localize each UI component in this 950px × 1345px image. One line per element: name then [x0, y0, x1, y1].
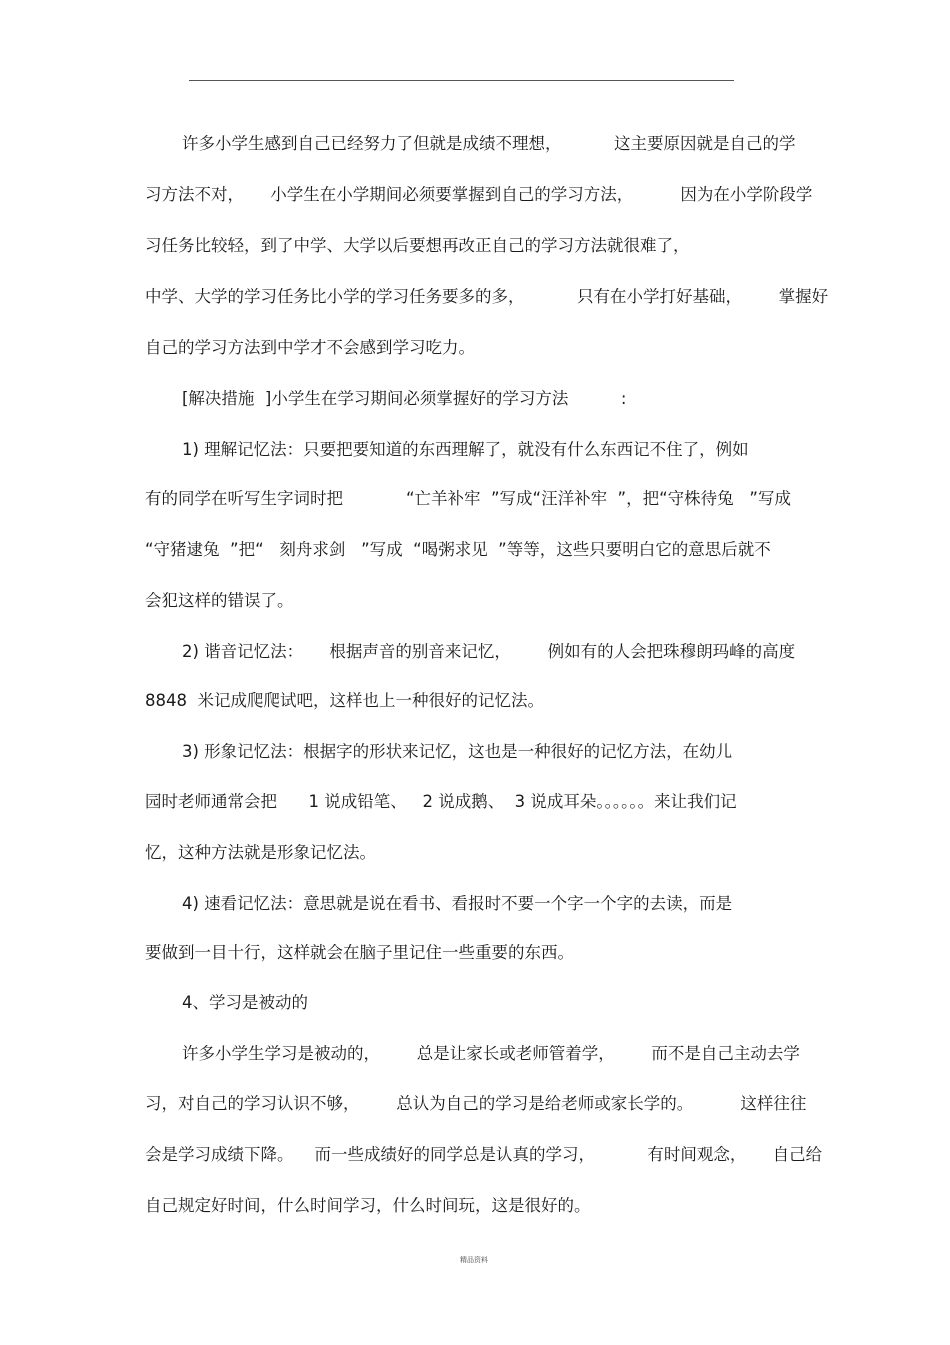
paragraph-line: 会是学习成绩下降。 而一些成绩好的同学总是认真的学习， 有时间观念， 自己给	[145, 1145, 823, 1164]
paragraph-line: 8848 米记成爬爬试吧，这样也上一种很好的记忆法。	[145, 691, 544, 710]
paragraph-line: 园时老师通常会把 1 说成铅笔、 2 说成鹅、 3 说成耳朵。。。。。。来让我们记	[145, 792, 737, 811]
paragraph-line: 1) 理解记忆法：只要把要知道的东西理解了，就没有什么东西记不住了，例如	[182, 440, 749, 459]
paragraph-line: “守猪逮兔 ”把“ 刻舟求剑 ”写成 “喝粥求见 ”等等，这些只要明白它的意思后就不	[145, 540, 771, 559]
header-rule	[189, 80, 734, 81]
paragraph-line: 习方法不对， 小学生在小学期间必须要掌握到自己的学习方法， 因为在小学阶段学	[145, 185, 813, 204]
paragraph-line: 许多小学生感到自己已经努力了但就是成绩不理想， 这主要原因就是自己的学	[182, 134, 796, 153]
paragraph-line: 有的同学在听写生字词时把 “亡羊补牢 ”写成“汪洋补牢 ”，把“守株待兔 ”写成	[145, 489, 791, 508]
paragraph-line: 忆，这种方法就是形象记忆法。	[145, 843, 376, 862]
page-footer: 精品资料	[460, 1256, 488, 1264]
paragraph-line: 3) 形象记忆法：根据字的形状来记忆，这也是一种很好的记忆方法，在幼儿	[182, 742, 733, 761]
paragraph-line: 中学、大学的学习任务比小学的学习任务要多的多， 只有在小学打好基础， 掌握好	[145, 287, 829, 306]
paragraph-line: 要做到一目十行，这样就会在脑子里记住一些重要的东西。	[145, 943, 574, 962]
paragraph-line: 习任务比较轻，到了中学、大学以后要想再改正自己的学习方法就很难了，	[145, 236, 690, 255]
paragraph-line: 自己的学习方法到中学才不会感到学习吃力。	[145, 338, 475, 357]
paragraph-line: 4) 速看记忆法：意思就是说在看书、看报时不要一个字一个字的去读，而是	[182, 894, 733, 913]
paragraph-line: 自己规定好时间，什么时间学习，什么时间玩，这是很好的。	[145, 1196, 591, 1215]
section-heading: 4、学习是被动的	[182, 993, 308, 1012]
paragraph-line: 2) 谐音记忆法： 根据声音的别音来记忆， 例如有的人会把珠穆朗玛峰的高度	[182, 642, 796, 661]
paragraph-line: 会犯这样的错误了。	[145, 591, 294, 610]
paragraph-line: 许多小学生学习是被动的， 总是让家长或老师管着学， 而不是自己主动去学	[182, 1044, 800, 1063]
section-heading: [解决措施 ]小学生在学习期间必须掌握好的学习方法 :	[182, 389, 627, 408]
paragraph-line: 习，对自己的学习认识不够， 总认为自己的学习是给老师或家长学的。 这样往往	[145, 1094, 807, 1113]
